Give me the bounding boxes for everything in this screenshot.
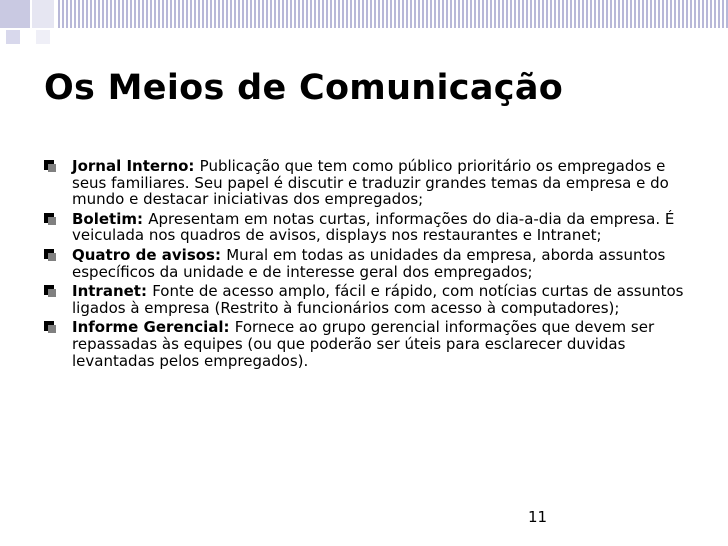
decor-square (0, 0, 30, 28)
page-number: 11 (528, 508, 548, 526)
bullet-term: Jornal Interno: (72, 157, 200, 175)
decor-square (36, 30, 50, 44)
bullet-text: Fornece ao grupo gerencial informações que devem ser repassadas às equipes (ou que poderão ser úteis para esclarecer duvidas levantadas pelos empregados). (72, 318, 655, 370)
list-item (44, 319, 684, 369)
square-bullet-icon (44, 249, 54, 259)
square-bullet-icon (44, 285, 54, 295)
bullet-term: Quatro de avisos: (72, 245, 227, 264)
list-item (44, 158, 684, 208)
list-item (44, 211, 684, 244)
bullet-term: Informe Gerencial: (72, 318, 235, 337)
bullet-text: Mural em todas as unidades da empresa, aborda assuntos específicos da unidade e de interesse geral dos empregados; (72, 245, 666, 281)
decor-square (32, 0, 54, 28)
decor-square (6, 30, 20, 44)
decor-square (22, 30, 34, 44)
bullet-text: Apresentam em notas curtas, informações do dia-a-dia da empresa. É veiculada nos quadros de avisos, displays nos restaurantes e Intranet; (72, 209, 675, 245)
square-bullet-icon (44, 213, 54, 223)
bullet-term: Boletim: (72, 209, 149, 228)
list-item (44, 283, 684, 316)
header-decoration (0, 0, 728, 46)
bullet-text: Publicação que tem como público prioritário os empregados e seus familiares. Seu papel é discutir e traduzir grandes temas da empresa e do mundo e destacar iniciativas dos empregados; (72, 157, 669, 209)
square-bullet-icon (44, 321, 54, 331)
square-bullet-icon (44, 160, 54, 170)
bullet-text: Fonte de acesso amplo, fácil e rápido, com notícias curtas de assuntos ligados à empresa (Restrito à funcionários com acesso à computadores); (72, 282, 684, 317)
page-title: Os Meios de Comunicação (44, 68, 564, 108)
bullet-term: Intranet: (72, 282, 153, 301)
list-item (44, 247, 684, 280)
header-stripe-bar (58, 0, 728, 28)
bullet-list (44, 158, 684, 372)
